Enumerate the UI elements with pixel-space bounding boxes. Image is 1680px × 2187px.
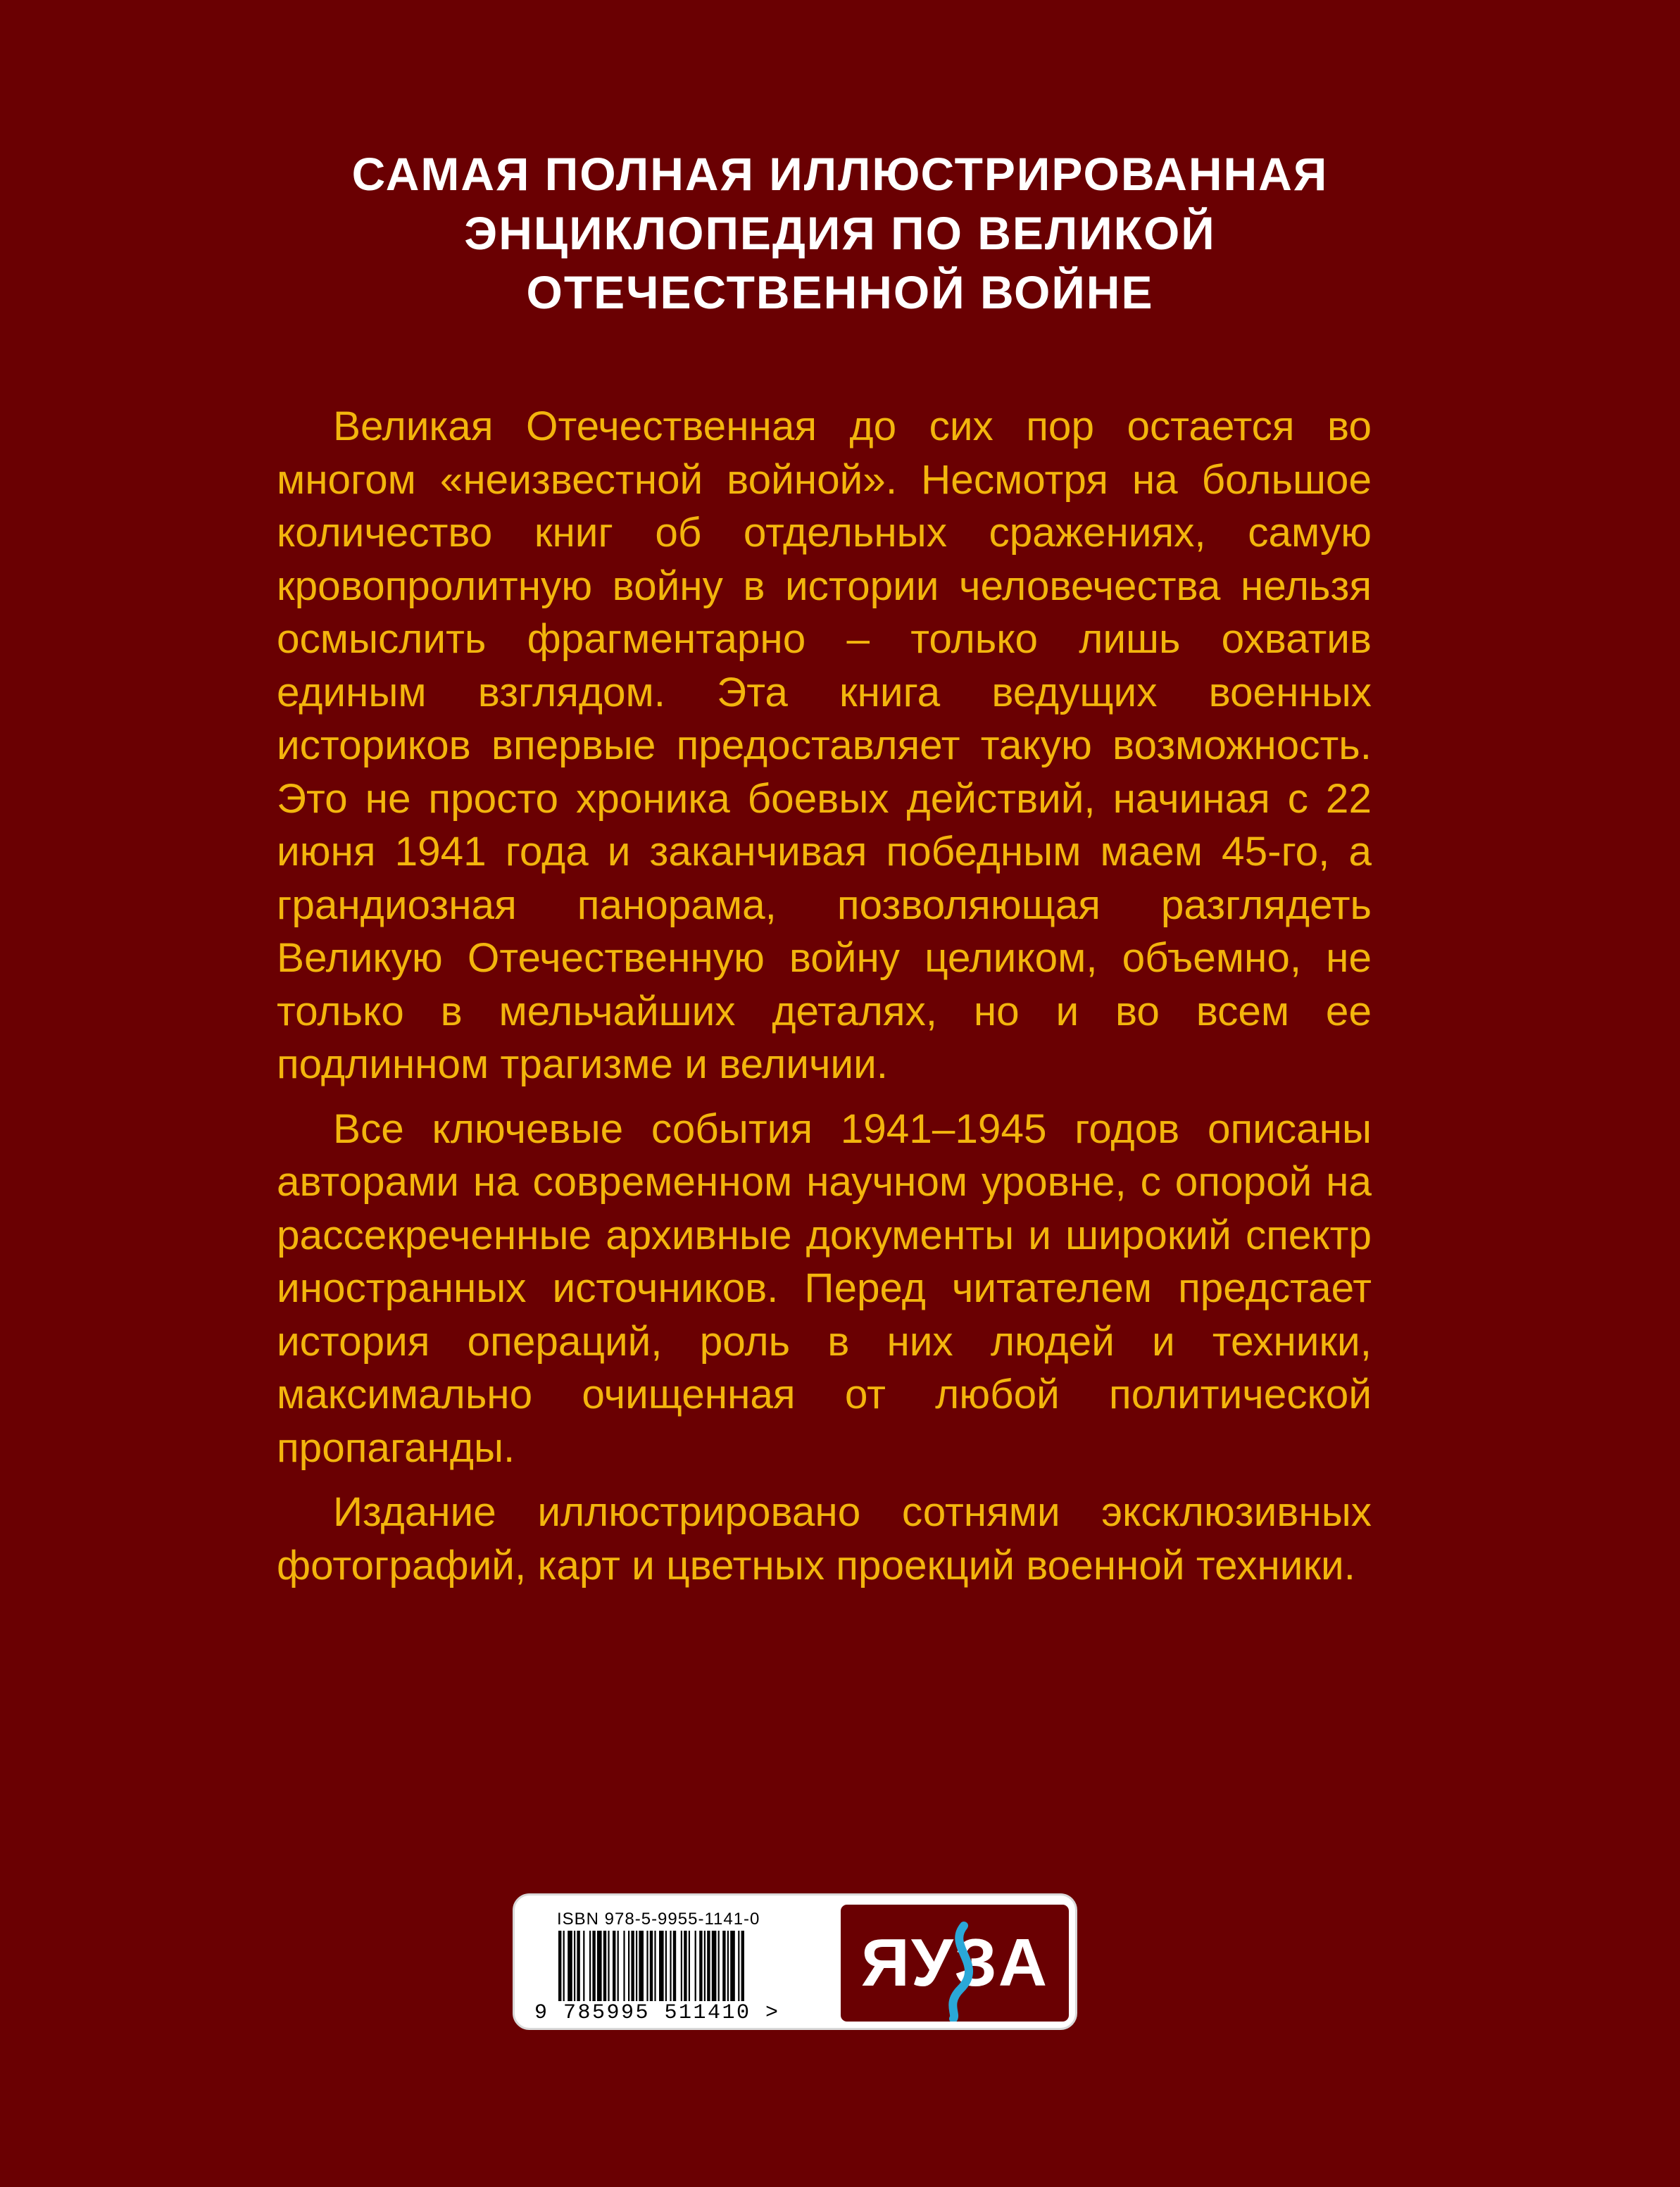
barcode-bar	[654, 1931, 656, 2001]
barcode-bar	[684, 1931, 687, 2001]
barcode-bar	[738, 1931, 739, 2001]
barcode-bar	[722, 1931, 725, 2001]
barcode-bar	[636, 1931, 637, 2001]
barcode-bar	[695, 1931, 696, 2001]
barcode-bar	[631, 1931, 634, 2001]
barcode-bar	[712, 1931, 717, 2001]
barcode-bar	[613, 1931, 615, 2001]
barcode-bar	[681, 1931, 682, 2001]
barcode-bar	[718, 1931, 720, 2001]
barcode-digits: 9 785995 511410 >	[534, 2001, 780, 2025]
barcode-bar	[689, 1931, 690, 2001]
barcode-bar	[707, 1931, 710, 2001]
barcode-bar	[589, 1931, 591, 2001]
description-paragraph-2: Все ключевые события 1941–1945 годов описаны авторами на современном научном уровне, с опорой на рассекреченные архивные документы и широкий спектр иностранных источников. Перед читателем предстает история операций, роль в них людей и техники, максимально очищенная от любой политической пропаганды.	[277, 1105, 1372, 1471]
barcode-bar	[659, 1931, 664, 2001]
barcode-bar	[592, 1931, 595, 2001]
headline-line-2: ЭНЦИКЛОПЕДИЯ ПО ВЕЛИКОЙ	[464, 207, 1216, 259]
barcode-bar	[608, 1931, 609, 2001]
barcode-bar	[650, 1931, 653, 2001]
barcode-bar	[704, 1931, 706, 2001]
barcode-bar	[618, 1931, 619, 2001]
barcode-bar	[727, 1931, 729, 2001]
publisher-logo	[839, 1903, 1071, 2024]
headline-line-1: САМАЯ ПОЛНАЯ ИЛЛЮСТРИРОВАННАЯ	[351, 148, 1329, 200]
barcode-bar	[623, 1931, 625, 2001]
barcode-bar	[673, 1931, 676, 2001]
description-paragraph-1: Великая Отечественная до сих пор остается во многом «неизвестной войной». Несмотря на большое количество книг об отдельных сражениях, самую кровопролитную войну в истории человечества нельзя осмыслить фрагментарно – только лишь охватив единым взглядом. Эта книга ведущих военных историков впервые предоставляет такую возможность. Это не просто хроника боевых действий, начиная с 22 июня 1941 года и заканчивая победным маем 45-го, а грандиозная панорама, позволяющая разглядеть Великую Отечественную войну целиком, объемно, не только в мельчайших деталях, но и во всем ее подлинном трагизме и величии.	[277, 403, 1372, 1087]
publisher-logo-text: ЯУЗА	[860, 1925, 1049, 2000]
barcode-bar	[568, 1931, 572, 2001]
barcode-bar	[603, 1931, 606, 2001]
barcode-bar	[639, 1931, 644, 2001]
barcode-bar	[670, 1931, 671, 2001]
barcode-bar	[699, 1931, 702, 2001]
barcode-bar	[665, 1931, 667, 2001]
barcode-bar	[583, 1931, 584, 2001]
headline	[277, 144, 1403, 322]
barcode-bar	[628, 1931, 629, 2001]
barcode-bar	[646, 1931, 648, 2001]
publisher-logo-graphic	[841, 1905, 1069, 2022]
description	[277, 400, 1372, 1603]
barcode-bar	[741, 1931, 744, 2001]
barcode-bar	[558, 1931, 561, 2001]
barcode-bar	[597, 1931, 602, 2001]
isbn-label: ISBN 978-5-9955-1141-0	[557, 1910, 760, 1929]
barcode-bar	[574, 1931, 575, 2001]
barcode-image	[557, 1931, 810, 2001]
description-paragraph-3: Издание иллюстрировано сотнями эксклюзивных фотографий, карт и цветных проекций военной техники.	[277, 1489, 1372, 1588]
barcode-bar	[577, 1931, 579, 2001]
isbn-publisher-box	[513, 1893, 1077, 2030]
barcode-bar	[563, 1931, 565, 2001]
barcode-bar	[730, 1931, 735, 2001]
headline-line-3: ОТЕЧЕСТВЕННОЙ ВОЙНЕ	[526, 266, 1154, 318]
